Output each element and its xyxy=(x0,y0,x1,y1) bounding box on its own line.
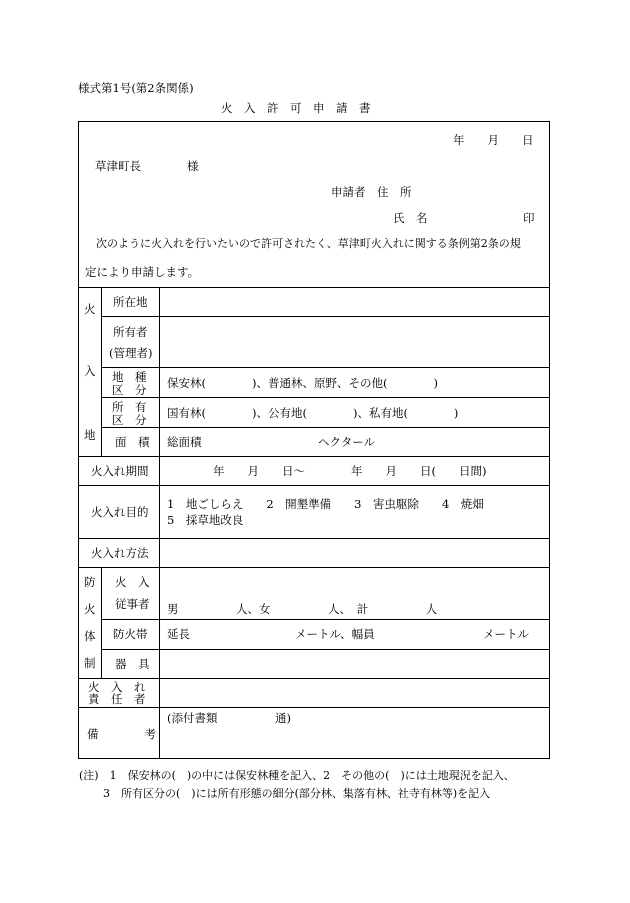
owner-label: 所有者 xyxy=(113,325,148,339)
purpose-label: 火入れ目的 xyxy=(91,505,149,519)
attached-documents: (添付書類 通) xyxy=(167,711,291,725)
period-value: 年 月 日～ 年 月 日( 日間) xyxy=(213,464,487,478)
rule-purpose xyxy=(78,538,550,539)
rule-area xyxy=(78,456,550,457)
rule-method xyxy=(78,567,550,568)
area-unit: ヘクタール xyxy=(318,435,376,449)
area-total-prefix: 総面積 xyxy=(167,435,202,449)
rule-responsible xyxy=(78,707,550,708)
land-type-label-class: 区 分 xyxy=(112,383,147,397)
remarks-label: 備 考 xyxy=(87,727,156,741)
fire-group-char-1: 防 xyxy=(84,575,96,589)
fire-group-char-2: 火 xyxy=(84,602,96,616)
ownership-value: 国有林( )、公有地( )、私有地( ) xyxy=(167,406,459,420)
period-label: 火入れ期間 xyxy=(91,464,149,478)
equipment-label: 器 具 xyxy=(115,657,150,671)
rule-ownership xyxy=(101,427,550,428)
fire-workers-label-staff: 従事者 xyxy=(115,597,150,611)
rule-owner xyxy=(101,367,550,368)
rule-equipment xyxy=(78,678,550,679)
rule-label-column xyxy=(159,287,160,759)
rule-header-bottom xyxy=(78,287,550,288)
rule-land-type xyxy=(101,397,550,398)
rule-period xyxy=(78,485,550,486)
location-label: 所在地 xyxy=(113,295,148,309)
firebreak-extension: 延長 xyxy=(167,627,190,641)
firebreak-unit: メートル xyxy=(483,627,529,641)
purpose-options-line-2: 5 採草地改良 xyxy=(167,513,244,527)
rule-fire-group xyxy=(101,567,102,678)
area-label: 面 積 xyxy=(115,435,150,449)
fire-group-char-3: 体 xyxy=(84,629,96,643)
note-line-1: (注) 1 保安林の( )の中には保安林種を記入、2 その他の( )には土地現況を記入、 xyxy=(79,769,515,782)
page-title: 火 入 許 可 申 請 書 xyxy=(221,101,371,115)
land-group-char-2: 入 xyxy=(84,364,96,378)
applicant-name-label: 氏 名 xyxy=(393,211,428,225)
land-type-label: 地 種 xyxy=(112,370,147,384)
ownership-label: 所 有 xyxy=(112,400,147,414)
firebreak-label: 防火帯 xyxy=(113,627,148,641)
addressee: 草津町長 様 xyxy=(95,159,199,173)
responsible-label: 火 入 れ xyxy=(88,680,146,694)
land-group-char-3: 地 xyxy=(84,428,96,442)
owner-label-manager: (管理者) xyxy=(109,346,153,360)
land-type-value: 保安林( )、普通林、原野、その他( ) xyxy=(167,376,438,390)
rule-firebreak xyxy=(101,649,550,650)
fire-workers-label: 火 入 xyxy=(115,575,150,589)
fire-workers-value: 男 人、女 人、 計 人 xyxy=(167,602,438,616)
note-line-2: 3 所有区分の( )には所有形態の細分(部分林、集落有林、社寺有林等)を記入 xyxy=(103,787,491,800)
seal-mark: 印 xyxy=(523,211,535,225)
application-statement-line-1: 次のように火入れを行いたいので許可されたく、草津町火入れに関する条例第2条の規 xyxy=(85,237,521,250)
ownership-label-class: 区 分 xyxy=(112,413,147,427)
responsible-label-person: 責 任 者 xyxy=(88,692,146,706)
rule-land-group xyxy=(101,287,102,456)
purpose-options-line-1: 1 地ごしらえ 2 開墾準備 3 害虫駆除 4 焼畑 xyxy=(167,497,484,511)
rule-workers xyxy=(101,619,550,620)
method-label: 火入れ方法 xyxy=(91,546,149,560)
land-group-char-1: 火 xyxy=(84,302,96,316)
application-statement-line-2: 定により申請します。 xyxy=(85,265,200,279)
applicant-address-label: 申請者 住 所 xyxy=(331,185,412,199)
application-date: 年 月 日 xyxy=(453,133,534,147)
rule-location xyxy=(101,316,550,317)
firebreak-width: メートル、幅員 xyxy=(295,627,375,641)
fire-group-char-4: 制 xyxy=(84,656,96,670)
form-number: 様式第1号(第2条関係) xyxy=(78,81,194,95)
